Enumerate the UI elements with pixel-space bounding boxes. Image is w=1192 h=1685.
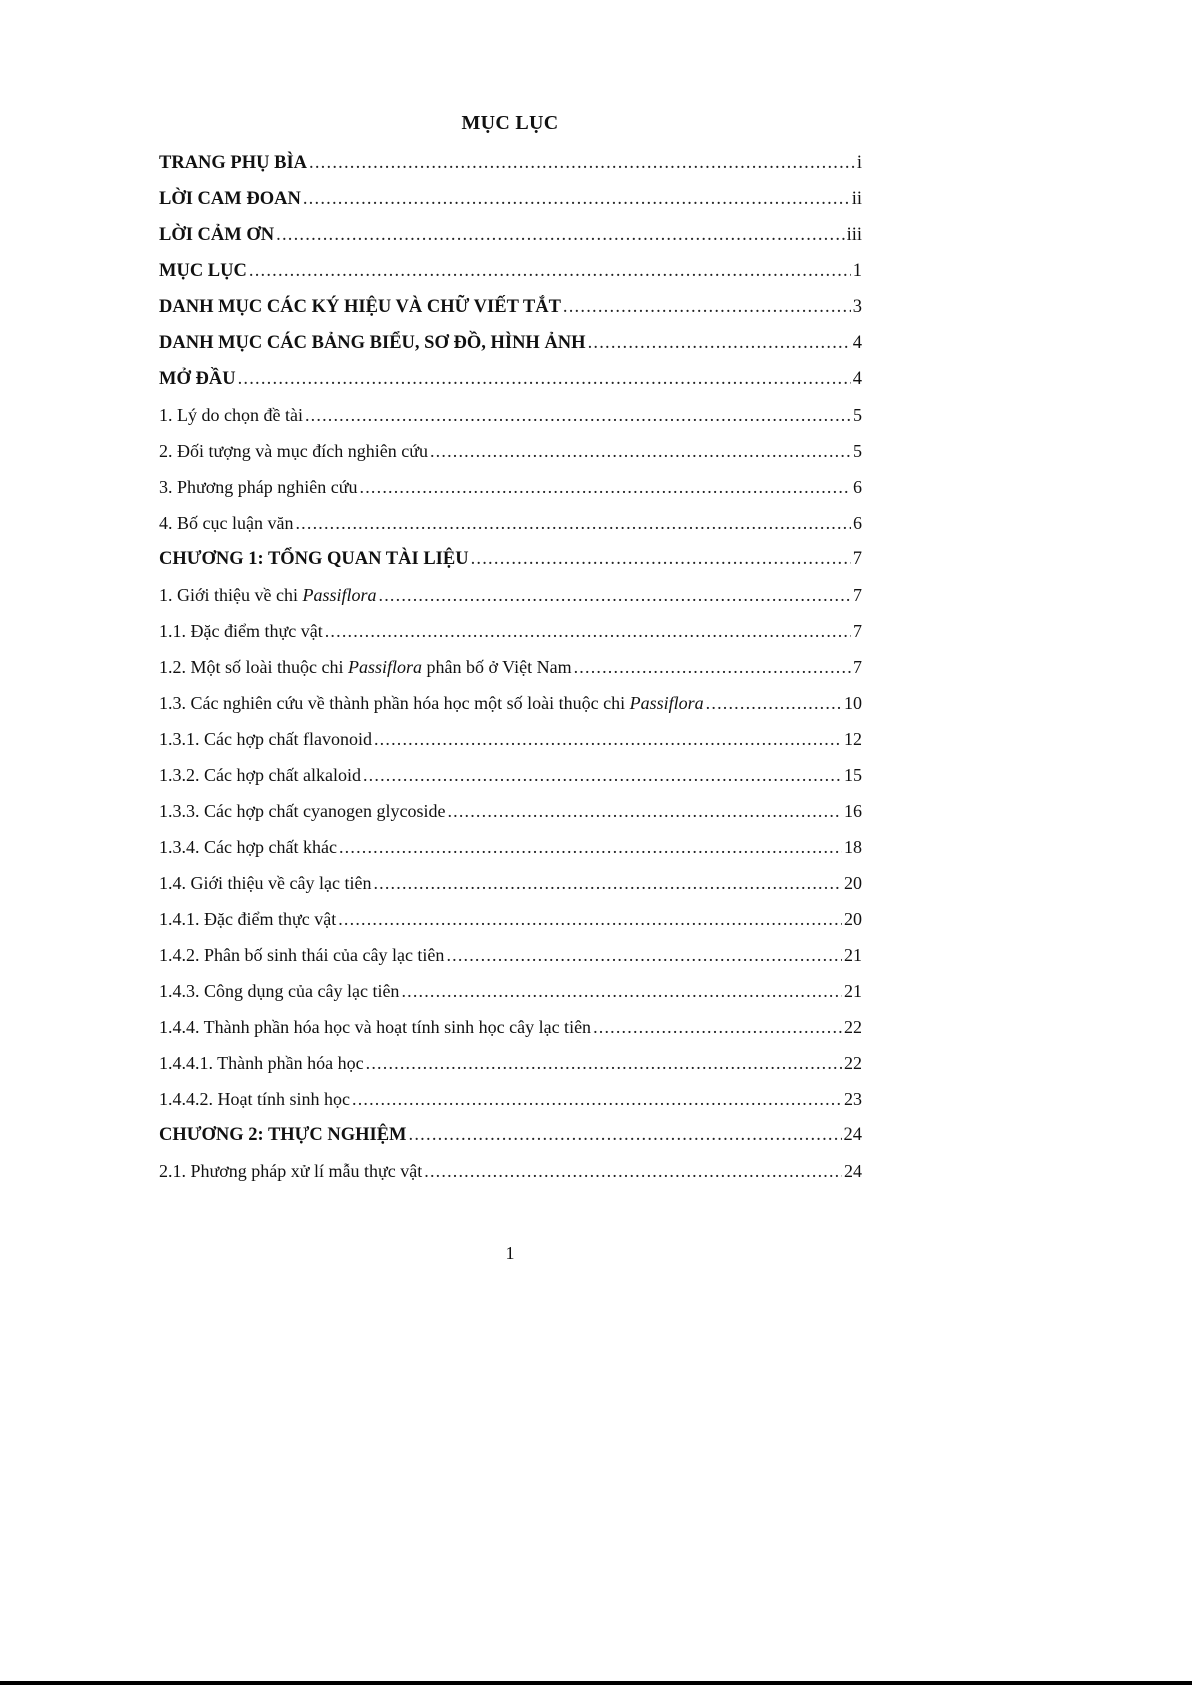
toc-entry-page: 7: [853, 657, 862, 677]
toc-entry-page: ii: [851, 189, 862, 209]
toc-entry-label: DANH MỤC CÁC BẢNG BIỂU, SƠ ĐỒ, HÌNH ẢNH: [159, 333, 586, 353]
toc-entry[interactable]: [159, 865, 862, 901]
toc-entry[interactable]: [159, 505, 862, 541]
toc-entry-label: 1.2. Một số loài thuộc chi Passiflora phân bố ở Việt Nam: [159, 657, 572, 677]
toc-entry-page: 7: [853, 621, 862, 641]
toc-entry-page: i: [856, 153, 862, 173]
bottom-edge-bar: [0, 1681, 1192, 1685]
toc-entry-page: 7: [853, 585, 862, 605]
toc-entry-page: 5: [853, 441, 862, 461]
toc-entry[interactable]: [159, 757, 862, 793]
toc-entry-label: MỞ ĐẦU: [159, 369, 236, 389]
toc-entry-page: 18: [844, 837, 862, 857]
dot-leader: [447, 793, 842, 829]
toc-entry[interactable]: [159, 649, 862, 685]
toc-entry-label: 1.3.2. Các hợp chất alkaloid: [159, 765, 361, 785]
table-of-contents: [159, 145, 862, 1189]
dot-leader: [373, 865, 842, 901]
dot-leader: [471, 541, 851, 577]
toc-entry-label: 1.4.4. Thành phần hóa học và hoạt tính sinh học cây lạc tiên: [159, 1017, 592, 1037]
dot-leader: [379, 577, 851, 613]
toc-entry[interactable]: [159, 469, 862, 505]
page-title: MỤC LỤC: [461, 112, 559, 134]
dot-leader: [401, 973, 842, 1009]
dot-leader: [374, 721, 842, 757]
toc-entry-page: 12: [844, 729, 862, 749]
page-number: 1: [505, 1243, 515, 1263]
toc-entry[interactable]: [159, 433, 862, 469]
dot-leader: [366, 1045, 842, 1081]
toc-entry-page: 4: [852, 369, 862, 389]
dot-leader: [574, 649, 851, 685]
toc-entry-label: LỜI CẢM ƠN: [159, 225, 275, 245]
toc-entry-label: MỤC LỤC: [159, 261, 247, 281]
toc-entry-label: DANH MỤC CÁC KÝ HIỆU VÀ CHỮ VIẾT TẮT: [159, 297, 561, 317]
dot-leader: [325, 613, 851, 649]
toc-entry[interactable]: [159, 1009, 862, 1045]
toc-entry-label: 1. Giới thiệu về chi Passiflora: [159, 585, 377, 605]
toc-entry-page: 7: [852, 549, 862, 569]
toc-entry[interactable]: [159, 1117, 862, 1153]
toc-entry[interactable]: [159, 721, 862, 757]
toc-entry[interactable]: [159, 217, 862, 253]
toc-entry-page: 15: [844, 765, 862, 785]
toc-entry[interactable]: [159, 901, 862, 937]
toc-entry[interactable]: [159, 289, 862, 325]
toc-entry[interactable]: [159, 613, 862, 649]
toc-entry-label: CHƯƠNG 2: THỰC NGHIỆM: [159, 1125, 407, 1145]
toc-entry[interactable]: [159, 1153, 862, 1189]
toc-entry-page: 16: [844, 801, 862, 821]
toc-entry-page: 21: [844, 981, 862, 1001]
toc-entry[interactable]: [159, 685, 862, 721]
toc-entry-page: 6: [853, 513, 862, 533]
toc-entry-label: 1.4.4.1. Thành phần hóa học: [159, 1053, 364, 1073]
dot-leader: [305, 397, 851, 433]
dot-leader: [295, 505, 851, 541]
dot-leader: [309, 145, 855, 181]
dot-leader: [276, 217, 844, 253]
toc-entry-label: 1.3. Các nghiên cứu về thành phần hóa học một số loài thuộc chi Passiflora: [159, 693, 704, 713]
dot-leader: [430, 433, 851, 469]
toc-entry[interactable]: [159, 937, 862, 973]
toc-entry-label: 1.3.1. Các hợp chất flavonoid: [159, 729, 372, 749]
toc-entry-page: 20: [844, 909, 862, 929]
toc-entry-label: 1.4. Giới thiệu về cây lạc tiên: [159, 873, 372, 893]
toc-entry-label: CHƯƠNG 1: TỔNG QUAN TÀI LIỆU: [159, 549, 469, 569]
toc-entry-label: 2.1. Phương pháp xử lí mẫu thực vật: [159, 1161, 423, 1181]
toc-entry-page: 22: [844, 1017, 862, 1037]
toc-entry[interactable]: [159, 181, 862, 217]
toc-entry[interactable]: [159, 325, 862, 361]
dot-leader: [593, 1009, 842, 1045]
toc-entry-page: 24: [844, 1161, 862, 1181]
toc-entry[interactable]: [159, 145, 862, 181]
toc-entry-page: 23: [844, 1089, 862, 1109]
toc-entry[interactable]: [159, 361, 862, 397]
toc-entry-label: 1.4.4.2. Hoạt tính sinh học: [159, 1089, 350, 1109]
dot-leader: [339, 829, 842, 865]
toc-entry-page: 24: [843, 1125, 862, 1145]
toc-entry-label: 3. Phương pháp nghiên cứu: [159, 477, 358, 497]
dot-leader: [338, 901, 842, 937]
dot-leader: [446, 937, 842, 973]
toc-entry-label: 1. Lý do chọn đề tài: [159, 405, 303, 425]
toc-entry-label: 1.4.1. Đặc điểm thực vật: [159, 909, 337, 929]
dot-leader: [588, 325, 851, 361]
toc-entry-label: 1.4.2. Phân bố sinh thái của cây lạc tiên: [159, 945, 445, 965]
toc-entry-page: 10: [844, 693, 862, 713]
toc-entry-page: 5: [853, 405, 862, 425]
toc-entry[interactable]: [159, 1045, 862, 1081]
toc-entry-page: 6: [853, 477, 862, 497]
dot-leader: [303, 181, 850, 217]
toc-entry[interactable]: [159, 829, 862, 865]
toc-entry[interactable]: [159, 541, 862, 577]
dot-leader: [249, 253, 851, 289]
dot-leader: [563, 289, 851, 325]
toc-entry-label: 1.1. Đặc điểm thực vật: [159, 621, 323, 641]
toc-entry-label: TRANG PHỤ BÌA: [159, 153, 308, 173]
toc-entry-label: 1.3.4. Các hợp chất khác: [159, 837, 337, 857]
toc-entry-label: 1.3.3. Các hợp chất cyanogen glycoside: [159, 801, 446, 821]
toc-entry-page: 20: [844, 873, 862, 893]
dot-leader: [424, 1153, 842, 1189]
dot-leader: [706, 685, 842, 721]
toc-entry-label: 2. Đối tượng và mục đích nghiên cứu: [159, 441, 428, 461]
toc-entry-page: 22: [844, 1053, 862, 1073]
toc-entry-label: 4. Bố cục luận văn: [159, 513, 294, 533]
dot-leader: [238, 361, 851, 397]
toc-entry-page: 21: [844, 945, 862, 965]
toc-entry-page: 1: [852, 261, 862, 281]
toc-entry-page: 3: [852, 297, 862, 317]
toc-entry[interactable]: [159, 397, 862, 433]
dot-leader: [363, 757, 842, 793]
toc-entry[interactable]: [159, 793, 862, 829]
toc-entry[interactable]: [159, 577, 862, 613]
toc-entry-label: LỜI CAM ĐOAN: [159, 189, 301, 209]
toc-entry[interactable]: [159, 253, 862, 289]
toc-entry[interactable]: [159, 1081, 862, 1117]
toc-entry-label: 1.4.3. Công dụng của cây lạc tiên: [159, 981, 400, 1001]
dot-leader: [409, 1117, 842, 1153]
toc-entry[interactable]: [159, 973, 862, 1009]
dot-leader: [360, 469, 851, 505]
dot-leader: [352, 1081, 842, 1117]
toc-entry-page: 4: [852, 333, 862, 353]
toc-entry-page: iii: [846, 225, 862, 245]
